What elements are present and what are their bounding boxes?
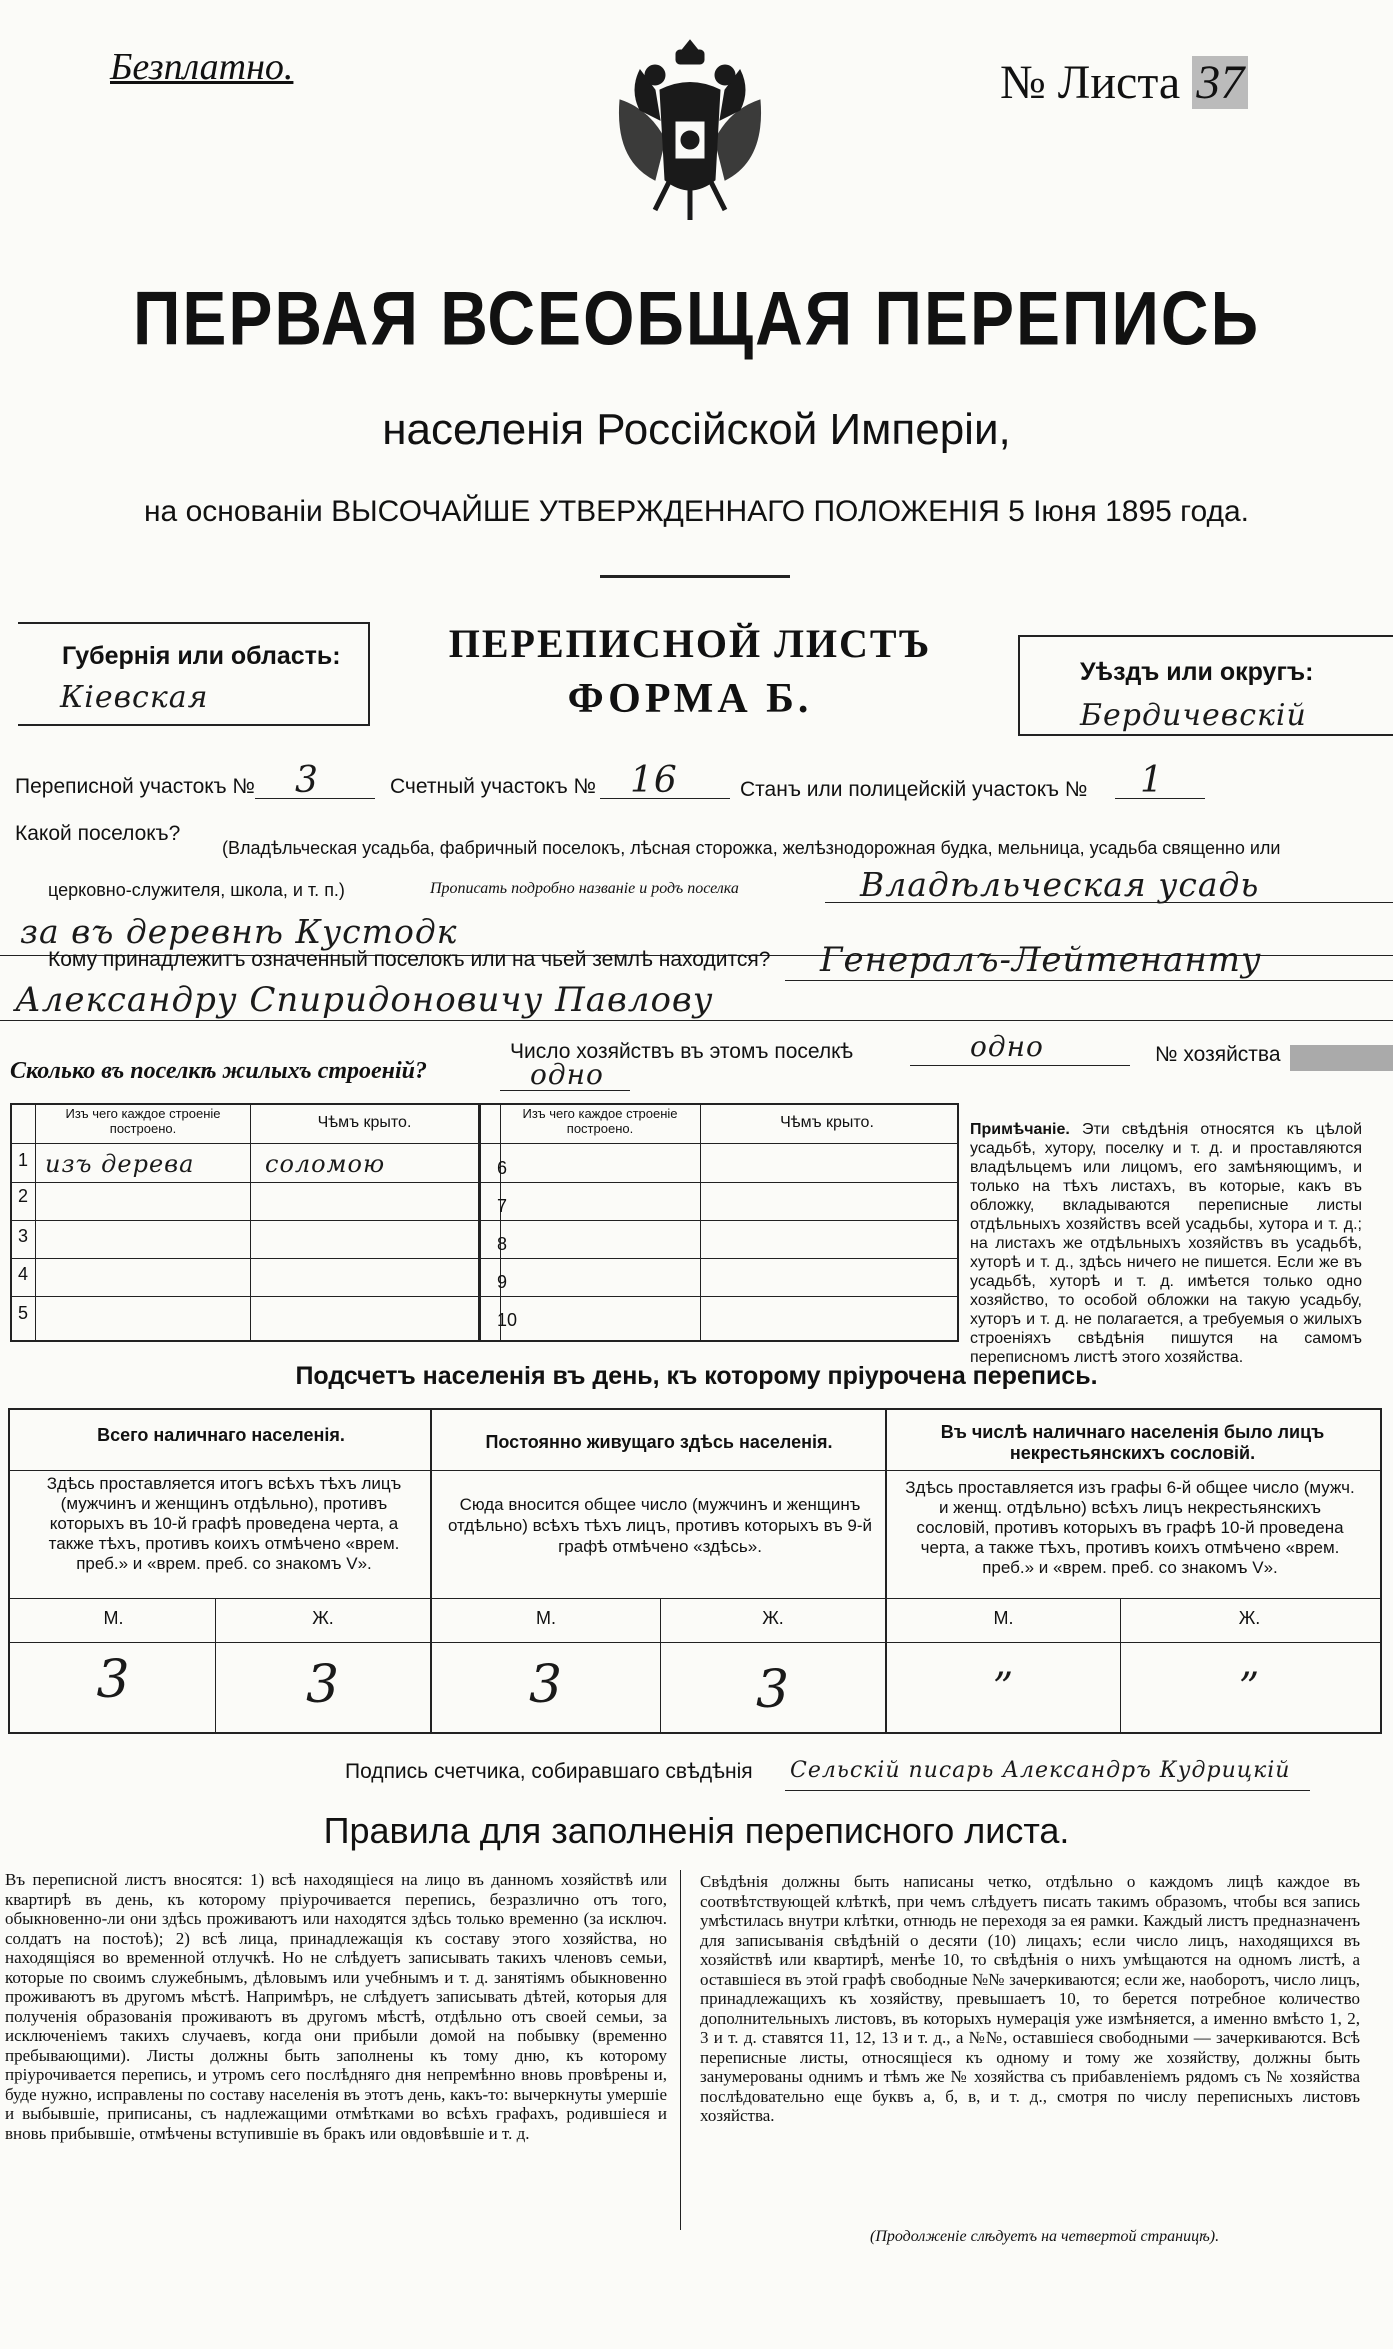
count-district-label: Счетный участокъ № xyxy=(390,775,597,798)
rules-title: Правила для заполненія переписного листа. xyxy=(323,1810,1070,1851)
household-no-value[interactable] xyxy=(1290,1045,1393,1071)
col-material-left: Изъ чего каждое строеніе построено. xyxy=(65,1106,221,1136)
signature-value[interactable]: Сельскій писарь Александръ Кудрицкій xyxy=(790,1758,1291,1783)
sheet-no-value: 37 xyxy=(1192,56,1248,109)
population-col3-title: Въ числѣ наличнаго населенія было лицъ некрестьянскихъ сословій. xyxy=(940,1422,1325,1463)
population-col2-text: Сюда вносится общее число (мужчинъ и женщинъ отдѣльно) всѣхъ тѣхъ лицъ, противъ которыхъ въ 9-й графѣ отмѣчено «здѣсь». xyxy=(447,1495,873,1556)
settlement-label: Какой поселокъ? xyxy=(15,822,181,845)
note-text: Эти свѣдѣнія относятся къ цѣлой усадьбѣ, хутору, поселку и т. д. и проставляются владѣльцемъ или лицомъ, его замѣняющимъ, и только на тѣхъ листахъ, въ которые, какъ въ обложку, вкладываются переписные листы отдѣльныхъ хозяйствъ всей усадьбы, хутора и т. д.; на листахъ же отдѣльныхъ хозяйствъ въ усадьбѣ, хуторѣ и т. д., здѣсь ничего не пишется. Если же въ усадьбѣ, хуторѣ и т. д. имѣется только одно хозяйство, то особой обложки на такую усадьбу, хуторъ и т. д. не полагается, а требуемыя о жилыхъ строеніяхъ свѣдѣнія пишутся на самомъ переписномъ листѣ этого хозяйства. xyxy=(970,1121,1363,1366)
province-value[interactable]: Кіевская xyxy=(60,680,209,715)
owner-value-2[interactable]: Александру Спиридоновичу Павлову xyxy=(15,980,714,1020)
province-label: Губернія или область: xyxy=(62,642,341,670)
table-cell-material[interactable]: изъ дерева xyxy=(45,1150,195,1178)
col-roof-left: Чѣмъ крыто. xyxy=(317,1114,412,1131)
signature-label: Подпись счетчика, собиравшаго свѣдѣнія xyxy=(345,1760,753,1783)
rules-left-column: Въ переписной листъ вносятся: 1) всѣ находящіеся на лицо въ данномъ хозяйствѣ или квартирѣ въ день, къ которому пріурочивается перепись, безразлично отъ того, обыкновенно-ли они здѣсь проживаютъ или находятся здѣсь только временно (за исключ. солдатъ на постоѣ); 2) всѣ лица, принадлежащія къ составу этого хозяйства, но находящіяся во временной отлучкѣ. Но не слѣдуетъ записывать такихъ членовъ семьи, которые по своимъ служебнымъ, дѣловымъ или учебнымъ и т. д. занятіямъ обыкновенно проживаютъ въ другомъ мѣстѣ. Напримѣръ, не слѣдуетъ записывать дѣтей, которыя для полученія образованія проживаютъ въ другомъ мѣстѣ, отдѣльно отъ своей семьи, за исключеніемъ такихъ случаевъ, когда они прибыли домой на побывку (временно пребывающими). Листы должны быть заполнены къ тому дню, къ которому пріурочивается перепись, и утромъ сего послѣдняго дня непремѣнно вновь провѣрены и, буде нужно, исправлены по составу населенія въ этотъ день, какъ-то: вычеркнуты умершіе и выбывшіе, приписаны, съ надлежащими отмѣтками во всѣхъ графахъ, родившіеся и вновь прибывшіе, отмѣчены вступившіе въ бракъ или овдовѣвшіе и т. д. xyxy=(5,1870,667,2143)
table-row-number: 2 xyxy=(18,1186,29,1206)
table-cell-roof[interactable]: соломою xyxy=(265,1150,386,1178)
table-row-number: 4 xyxy=(18,1264,29,1284)
rules-continued: (Продолженіе слѣдуетъ на четвертой страницѣ). xyxy=(870,2228,1220,2245)
population-value-f3[interactable]: ” xyxy=(1238,1665,1261,1711)
population-col3-text: Здѣсь проставляется изъ графы 6-й общее число (мужч. и женщ. отдѣльно) всѣхъ лицъ некрестьянскихъ сословій, противъ которыхъ въ графѣ 10-й проведена черта, а также тѣхъ, противъ коихъ отмѣчено «врем. преб.» и «врем. преб. со знакомъ V». xyxy=(905,1478,1355,1577)
table-row-number: 1 xyxy=(18,1150,29,1170)
population-col1-title: Всего наличнаго населенія. xyxy=(97,1425,345,1445)
female-header: Ж. xyxy=(312,1608,334,1628)
population-value-f2[interactable]: 3 xyxy=(755,1660,791,1720)
col-roof-right: Чѣмъ крыто. xyxy=(780,1114,874,1131)
page-title: ПЕРВАЯ ВСЕОБЩАЯ ПЕРЕПИСЬ xyxy=(132,275,1261,361)
count-district-value[interactable]: 16 xyxy=(630,760,678,801)
decree-line: на основаніи ВЫСОЧАЙШЕ УТВЕРЖДЕННАГО ПОЛОЖЕНІЯ 5 Іюня 1895 года. xyxy=(143,495,1249,528)
district-label: Уѣздъ или округъ: xyxy=(1080,658,1314,686)
settlement-value-1[interactable]: Владѣльческая усадь xyxy=(860,865,1260,904)
table-row-number: 8 xyxy=(497,1234,508,1254)
rules-right-column: Свѣдѣнія должны быть написаны четко, отдѣльно о каждомъ лицѣ каждое въ соотвѣтствующей клѣткѣ, при чемъ слѣдуетъ писать такимъ образомъ, чтобы вся запись умѣстилась внутри клѣтки, отнюдь не переходя за ея рамки. Каждый листъ предназначенъ для записыванія свѣдѣній о десяти (10) лицахъ; если число лицъ, находящихся въ хозяйствѣ или квартирѣ, менѣе 10, то свѣдѣнія о нихъ умѣщаются на одномъ листѣ, а оставшіеся въ этой графѣ свободные №№ зачеркиваются; если же, наоборотъ, число лицъ, принадлежащихъ къ хозяйству, превышаетъ 10, то берется потребное количество дополнительныхъ листовъ, въ которыхъ нумерація уже измѣняется, а именно вмѣсто 1, 2, 3 и т. д. ставятся 11, 12, 13 и т. д., а №№, оставшіеся свободными — зачеркиваются. Всѣ переписные листы, относящіеся къ одному и тому же хозяйству, должны быть занумерованы однимъ и тѣмъ же № хозяйства съ прибавленіемъ рядомъ съ № хозяйства послѣдовательно еще буквъ а, б, в, и т. д., смотря по числу переписныхъ листовъ хозяйства. xyxy=(700,1872,1360,2125)
households-value[interactable]: одно xyxy=(970,1030,1044,1063)
population-value-m3[interactable]: ” xyxy=(992,1665,1015,1711)
settlement-hint-2: церковно-служителя, школа, и т. п.) xyxy=(48,880,345,900)
police-label: Станъ или полицейскій участокъ № xyxy=(740,778,1088,801)
population-col2-title: Постоянно живущаго здѣсь населенія. xyxy=(485,1432,833,1452)
table-row-number: 6 xyxy=(497,1158,508,1178)
note-title: Примѣчаніе. xyxy=(970,1121,1070,1138)
buildings-table xyxy=(10,1103,959,1342)
owner-value-1[interactable]: Генералъ-Лейтенанту xyxy=(820,940,1262,980)
population-value-m1[interactable]: 3 xyxy=(96,1650,131,1710)
census-district-value[interactable]: 3 xyxy=(295,760,319,801)
census-district-label: Переписной участокъ № xyxy=(15,775,255,798)
sheet-no-label: № Листа xyxy=(1000,56,1181,109)
census-district-row xyxy=(15,775,255,799)
sheet-number xyxy=(1000,55,1248,110)
buildings-label: Сколько въ поселкѣ жилыхъ строеній? xyxy=(10,1058,427,1084)
settlement-hint-1: (Владѣльческая усадьба, фабричный поселокъ, лѣсная сторожка, желѣзнодорожная будка, мельница, усадьба священно или xyxy=(222,838,1281,858)
male-header: М. xyxy=(536,1608,556,1628)
settlement-hint-3: Прописать подробно названіе и родъ поселка xyxy=(430,880,739,897)
male-header: М. xyxy=(103,1608,124,1628)
female-header: Ж. xyxy=(762,1608,784,1628)
population-col1-text: Здѣсь проставляется итогъ всѣхъ тѣхъ лицъ (мужчинъ и женщинъ отдѣльно), противъ которыхъ въ 10-й графѣ проведена черта, а также тѣхъ, противъ коихъ отмѣчено «врем. преб.» и «врем. преб. со знакомъ V». xyxy=(46,1474,402,1573)
table-row-number: 5 xyxy=(18,1303,29,1323)
female-header: Ж. xyxy=(1238,1608,1261,1628)
households-label: Число хозяйствъ въ этомъ поселкѣ xyxy=(510,1040,854,1063)
population-heading: Подсчетъ населенія въ день, къ которому пріурочена перепись. xyxy=(295,1362,1098,1390)
col-material-right: Изъ чего каждое строеніе построено. xyxy=(522,1106,678,1136)
male-header: М. xyxy=(993,1608,1014,1628)
police-value[interactable]: 1 xyxy=(1140,760,1164,801)
table-row-number: 10 xyxy=(497,1310,518,1330)
form-title: ФОРМА Б. xyxy=(567,676,813,722)
owner-label: Кому принадлежитъ означенный поселокъ или на чьей землѣ находится? xyxy=(48,948,771,971)
settlement-value-2[interactable]: за въ деревнѣ Кустодк xyxy=(20,912,458,951)
buildings-value[interactable]: одно xyxy=(530,1058,604,1091)
population-value-f1[interactable]: 3 xyxy=(305,1655,341,1715)
household-no-label: № хозяйства xyxy=(1155,1043,1281,1066)
page-subtitle: населенія Россійской Имперіи, xyxy=(382,405,1011,454)
table-row-number: 7 xyxy=(497,1196,508,1216)
district-value[interactable]: Бердичевскій xyxy=(1080,698,1307,733)
table-row-number: 9 xyxy=(497,1272,508,1292)
sheet-title: ПЕРЕПИСНОЙ ЛИСТЪ xyxy=(448,621,932,666)
table-row-number: 3 xyxy=(18,1226,29,1246)
free-label: Безплатно. xyxy=(110,46,294,88)
population-value-m2[interactable]: 3 xyxy=(528,1655,564,1715)
note-block xyxy=(970,1120,1362,1367)
double-headed-eagle-icon xyxy=(600,30,780,230)
